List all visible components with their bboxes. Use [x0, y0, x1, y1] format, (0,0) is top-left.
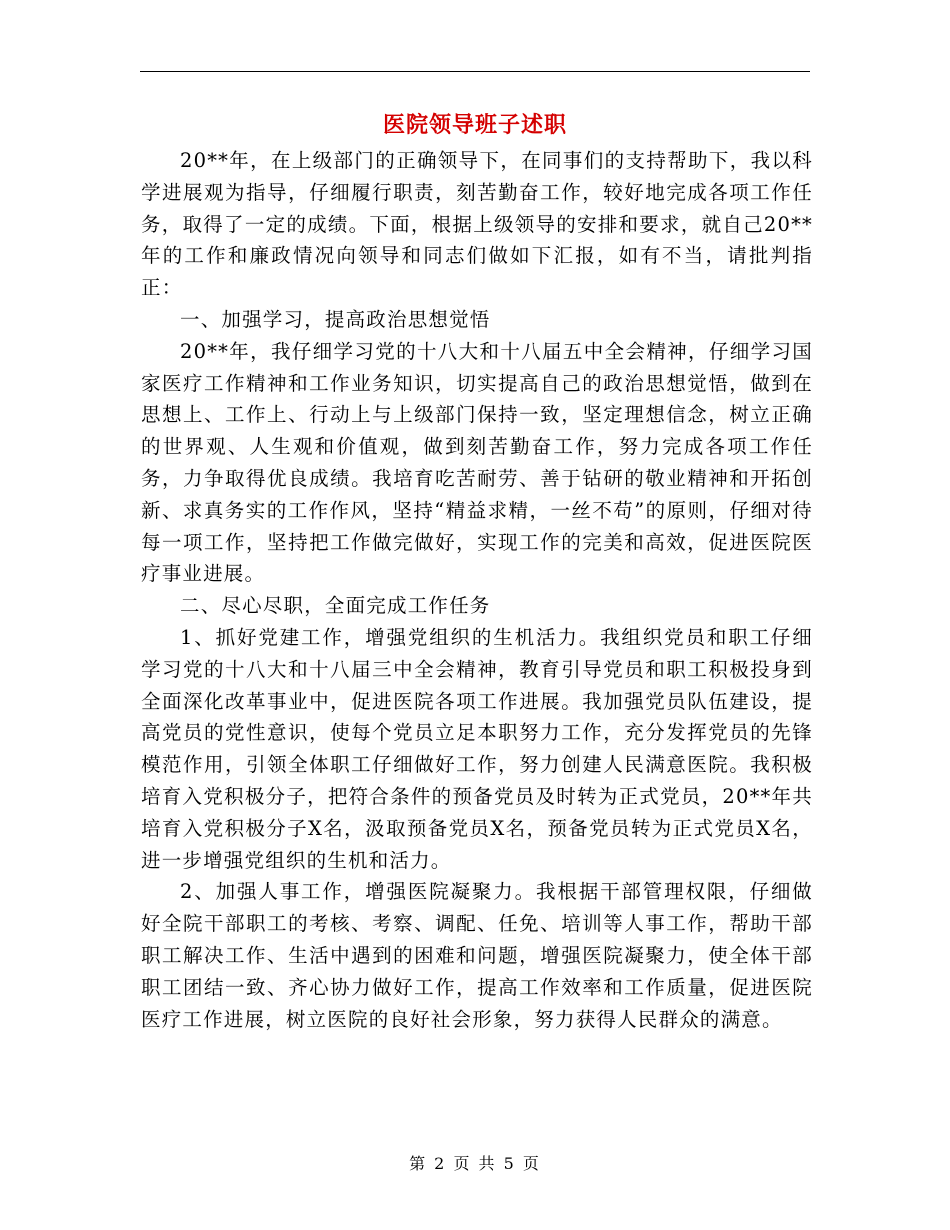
document-body — [141, 145, 813, 1035]
study-paragraph: 20**年，我仔细学习党的十八大和十八届五中全会精神，仔细学习国家医疗工作精神和工作业务知识，切实提高自己的政治思想觉悟，做到在思想上、工作上、行动上与上级部门保持一致，坚定理想信念，树立正确的世界观、人生观和价值观，做到刻苦勤奋工作，努力完成各项工作任务，力争取得优良成绩。我培育吃苦耐劳、善于钻研的敬业精神和开拓创新、求真务实的工作作风，坚持“精益求精，一丝不苟”的原则，仔细对待每一项工作，坚持把工作做完做好，实现工作的完美和高效，促进医院医疗事业进展。 — [141, 339, 813, 586]
header-rule — [140, 71, 810, 72]
party-building-paragraph: 1、抓好党建工作，增强党组织的生机活力。我组织党员和职工仔细学习党的十八大和十八届三中全会精神，教育引导党员和职工积极投身到全面深化改革事业中，促进医院各项工作进展。我加强党员队伍建设，提高党员的党性意识，使每个党员立足本职努力工作，充分发挥党员的先锋模范作用，引领全体职工仔细做好工作，努力创建人民满意医院。我积极培育入党积极分子，把符合条件的预备党员及时转为正式党员，20**年共培育入党积极分子X名，汲取预备党员X名，预备党员转为正式党员X名，进一步增强党组织的生机和活力。 — [141, 625, 813, 872]
section-heading-duties: 二、尽心尽职，全面完成工作任务 — [180, 594, 491, 618]
personnel-paragraph: 2、加强人事工作，增强医院凝聚力。我根据干部管理权限，仔细做好全院干部职工的考核、考察、调配、任免、培训等人事工作，帮助干部职工解决工作、生活中遇到的困难和问题，增强医院凝聚力，使全体干部职工团结一致、齐心协力做好工作，提高工作效率和工作质量，促进医院医疗工作进展，树立医院的良好社会形象，努力获得人民群众的满意。 — [141, 880, 813, 1031]
intro-paragraph: 20**年，在上级部门的正确领导下，在同事们的支持帮助下，我以科学进展观为指导，仔细履行职责，刻苦勤奋工作，较好地完成各项工作任务，取得了一定的成绩。下面，根据上级领导的安排和要求，就自己20**年的工作和廉政情况向领导和同志们做如下汇报，如有不当，请批判指正： — [141, 149, 813, 300]
document-title: 医院领导班子述职 — [382, 112, 567, 138]
section-heading-study: 一、加强学习，提高政治思想觉悟 — [180, 307, 491, 331]
page-number: 第 2 页 共 5 页 — [409, 1154, 541, 1173]
